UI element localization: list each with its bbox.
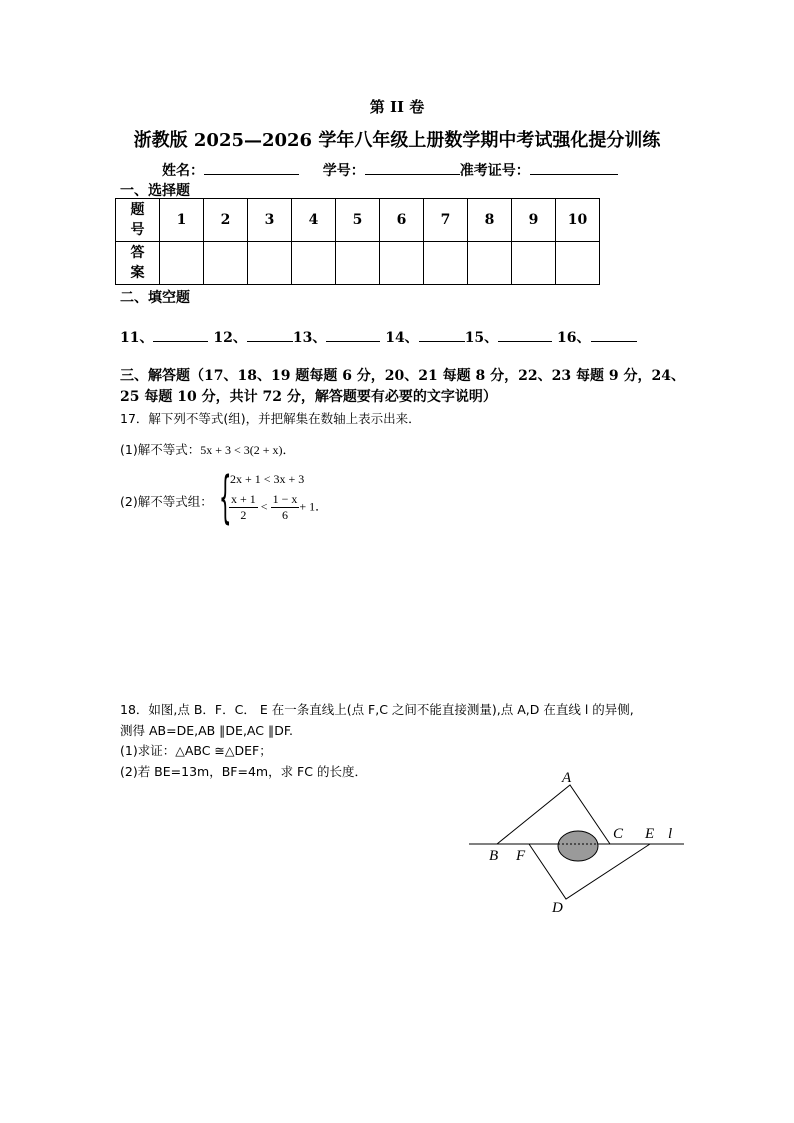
blank-label-13: 13、 (292, 330, 327, 346)
plus-one: + 1 (299, 499, 316, 514)
question-number-cell: 10 (556, 199, 600, 242)
q17-system-line2 (229, 492, 328, 523)
q17-part2-label: (2)解不等式组： (120, 494, 213, 509)
answer-cell[interactable] (160, 242, 204, 285)
fraction-2-denominator: 6 (281, 508, 288, 522)
blank-12[interactable] (247, 327, 293, 342)
blank-11[interactable] (153, 327, 208, 342)
answer-cell[interactable] (248, 242, 292, 285)
section-solve-title-line1: 三、解答题（17、18、19 题每题 6 分，20、21 每题 8 分，22、23 每题 9 分，24、 (120, 368, 685, 384)
q17-part1 (120, 440, 295, 458)
q17-part1-end: ． (282, 442, 296, 457)
system-brace-icon: { (219, 465, 232, 530)
question-number-cell: 4 (292, 199, 336, 242)
fill-blank-row (120, 327, 637, 347)
answer-cell[interactable] (424, 242, 468, 285)
blank-label-16: 16、 (557, 330, 591, 346)
blank-14[interactable] (419, 327, 465, 342)
answer-cell[interactable] (468, 242, 512, 285)
answer-cell[interactable] (556, 242, 600, 285)
question-number-cell: 9 (512, 199, 556, 242)
q17-system-line1: 2x + 1 < 3x + 3 (230, 472, 305, 486)
pond-ellipse (558, 831, 598, 861)
q17-part1-label: (1)解不等式： (120, 442, 201, 457)
row-head-number-text: 题号 (130, 202, 145, 238)
fraction-1-denominator: 2 (240, 508, 247, 522)
question-number-cell: 6 (380, 199, 424, 242)
table-row-answers (116, 242, 600, 285)
geometry-figure (460, 760, 690, 920)
exam-number-label: 准考证号： (459, 163, 530, 179)
q18-line2: 测得 AB=DE,AB ∥DE,AC ∥DF. (120, 723, 293, 738)
answer-table (115, 198, 600, 285)
section-fill-title: 二、填空题 (120, 290, 190, 306)
answer-cell[interactable] (336, 242, 380, 285)
q17-stem: 17．解下列不等式(组)，并把解集在数轴上表示出来． (120, 411, 421, 426)
blank-label-12: 12、 (213, 330, 247, 346)
page-title: 浙教版 2025—2026 学年八年级上册数学期中考试强化提分训练 (133, 130, 661, 151)
question-number-cell: 5 (336, 199, 380, 242)
label-f: F (516, 848, 526, 864)
label-l: l (668, 826, 673, 842)
label-a: A (562, 770, 572, 786)
label-d: D (552, 900, 563, 916)
triangle-abc (497, 785, 610, 844)
label-b: B (489, 848, 499, 864)
blank-label-11: 11、 (120, 330, 154, 346)
q17-part1-expression: 5x + 3 < 3(2 + x) (200, 443, 283, 457)
less-than-sign: < (260, 499, 268, 514)
blank-15[interactable] (498, 327, 552, 342)
question-number-cell: 1 (160, 199, 204, 242)
q18-part1: (1)求证：△ABC ≅△DEF； (120, 743, 272, 758)
blank-label-15: 15、 (464, 330, 499, 346)
question-number-cell: 7 (424, 199, 468, 242)
answer-cell[interactable] (292, 242, 336, 285)
answer-cell[interactable] (512, 242, 556, 285)
question-number-cell: 2 (204, 199, 248, 242)
label-c: C (613, 826, 624, 842)
q17-part2-end: ． (315, 498, 328, 514)
fraction-2 (271, 492, 300, 523)
label-e: E (645, 826, 655, 842)
question-number-cell: 8 (468, 199, 512, 242)
answer-cell[interactable] (204, 242, 248, 285)
name-label: 姓名： (162, 163, 204, 179)
question-number-cell: 3 (248, 199, 292, 242)
volume-heading: 第 II 卷 (369, 98, 425, 116)
row-head-answer (116, 242, 160, 285)
q18-line1: 18．如图,点 B．F．C． E 在一条直线上(点 F,C 之间不能直接测量),点 A,D 在直线 l 的异侧, (120, 702, 634, 717)
section-solve-title-line2: 25 每题 10 分，共计 72 分，解答题要有必要的文字说明） (120, 389, 497, 405)
section-choice-title: 一、选择题 (120, 183, 190, 199)
student-id-blank[interactable] (365, 160, 460, 175)
table-row-numbers (116, 199, 600, 242)
row-head-number (116, 199, 160, 242)
exam-number-blank[interactable] (530, 160, 618, 175)
blank-label-14: 14、 (385, 330, 419, 346)
blank-13[interactable] (326, 327, 380, 342)
answer-cell[interactable] (380, 242, 424, 285)
q18-part2: (2)若 BE=13m，BF=4m，求 FC 的长度． (120, 764, 367, 779)
fraction-2-numerator: 1 − x (272, 492, 298, 506)
name-blank[interactable] (204, 160, 299, 175)
student-id-label: 学号： (322, 163, 365, 179)
blank-16[interactable] (591, 327, 637, 342)
fraction-1-numerator: x + 1 (231, 492, 256, 506)
student-info-row (162, 160, 618, 180)
row-head-answer-text: 答案 (130, 245, 145, 281)
fraction-1 (229, 492, 258, 523)
